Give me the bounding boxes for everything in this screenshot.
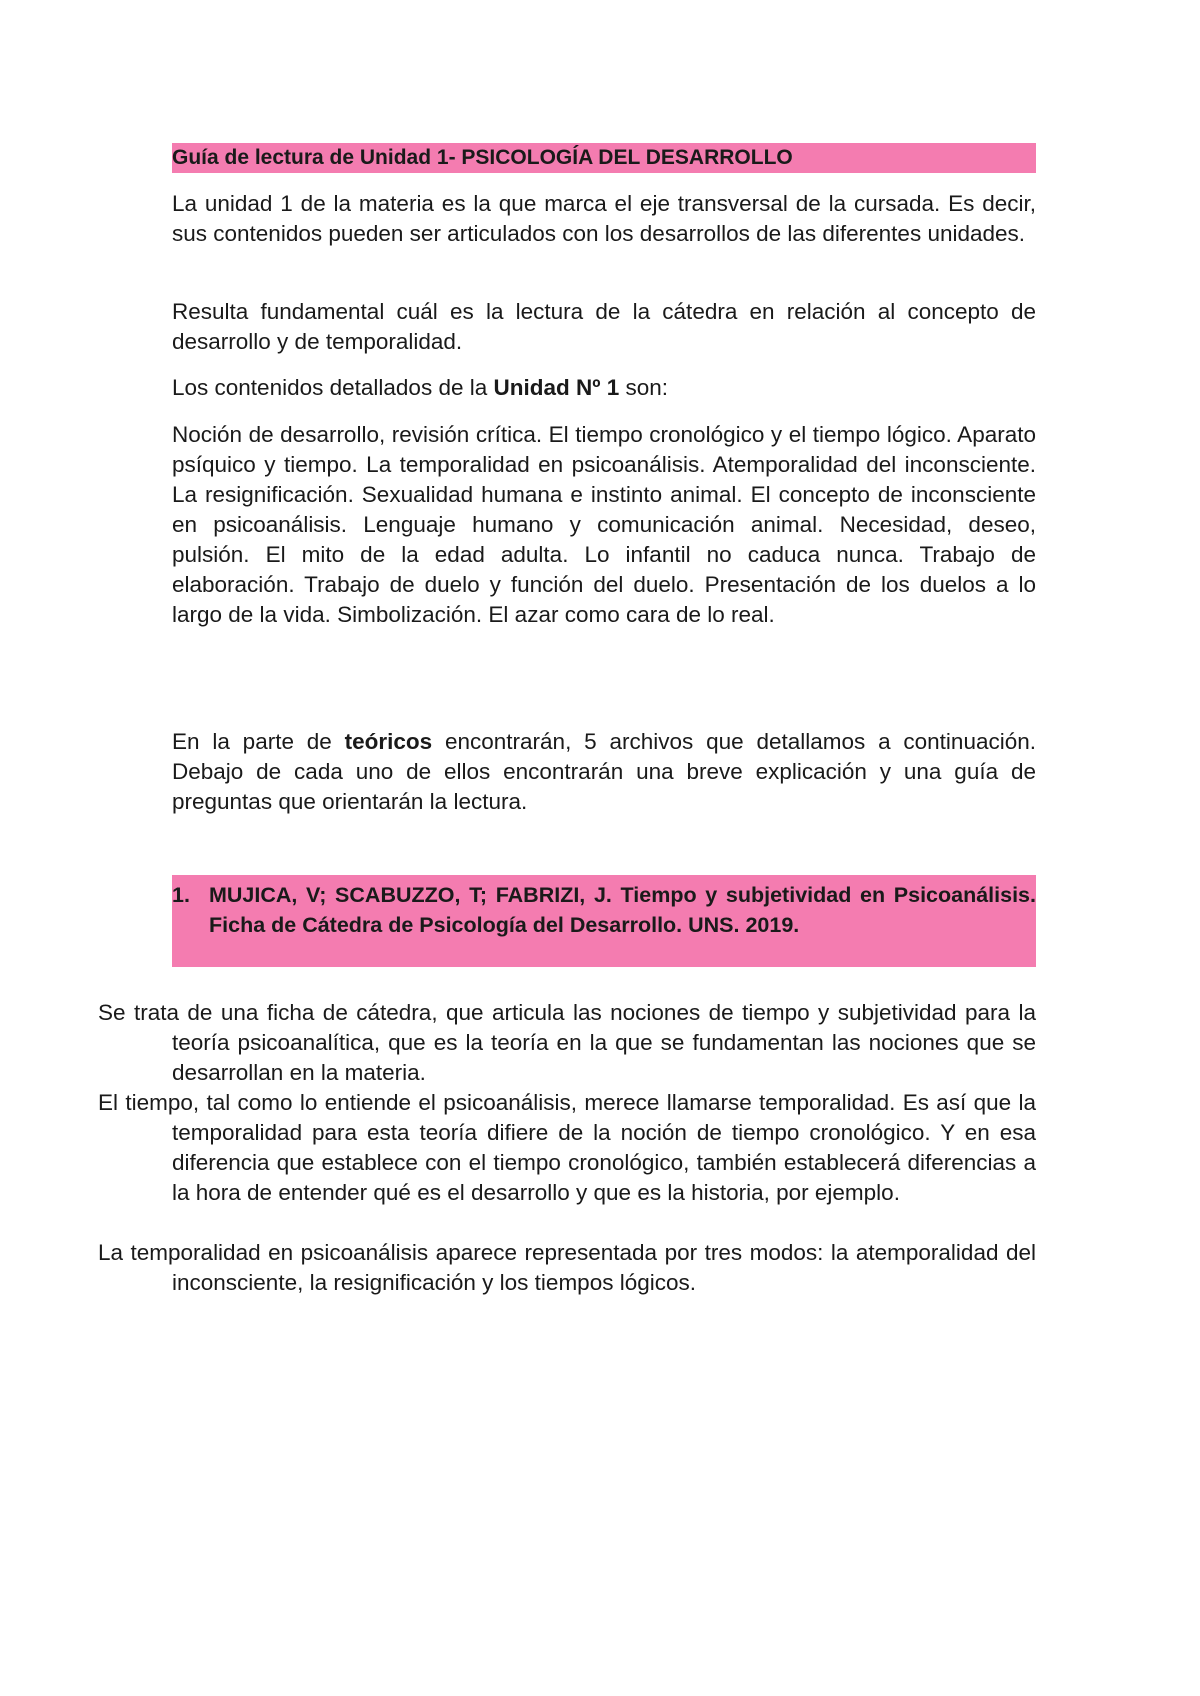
reference-citation: MUJICA, V; SCABUZZO, T; FABRIZI, J. Tiempo y subjetividad en Psicoanálisis. Ficha de Cátedra de Psicología del Desarrollo. UNS. 2019. xyxy=(209,883,1036,937)
contents-intro-paragraph xyxy=(172,373,1036,403)
explanation-paragraph-2: El tiempo, tal como lo entiende el psicoanálisis, merece llamarse temporalidad. Es así que la temporalidad para esta teoría difiere de la noción de tiempo cronológico. Y en esa diferencia que establece con el tiempo cronológico, también establecerá diferencias a la hora de entender qué es el desarrollo y que es la historia, por ejemplo. xyxy=(98,1090,1036,1205)
teoricos-paragraph xyxy=(172,727,1036,817)
teoricos-rest-text: encontrarán, 5 archivos que detallamos a continuación. Debajo de cada uno de ellos encontrarán una breve explicación y una guía de preguntas que orientarán la lectura. xyxy=(172,729,1037,814)
contents-intro-end: son: xyxy=(619,375,668,400)
teoricos-label: teóricos xyxy=(344,729,433,754)
teoricos-intro-text: En la parte de xyxy=(172,729,345,754)
explanation-paragraph-1: Se trata de una ficha de cátedra, que articula las nociones de tiempo y subjetividad para la teoría psicoanalítica, que es la teoría en la que se fundamentan las nociones que se desarrollan en la materia. xyxy=(98,1000,1036,1085)
contents-intro-text: Los contenidos detallados de la xyxy=(172,375,494,400)
reference-number: 1. xyxy=(172,883,190,907)
document-title: Guía de lectura de Unidad 1- PSICOLOGÍA DEL DESARROLLO xyxy=(172,146,793,169)
intro-paragraph: La unidad 1 de la materia es la que marca el eje transversal de la cursada. Es decir, sus contenidos pueden ser articulados con los desarrollos de las diferentes unidades. xyxy=(172,191,1036,246)
contents-list-paragraph: Noción de desarrollo, revisión crítica. El tiempo cronológico y el tiempo lógico. Aparato psíquico y tiempo. La temporalidad en psicoanálisis. Atemporalidad del inconsciente. La resignificación. Sexualidad humana e instinto animal. El concepto de inconsciente en psicoanálisis. Lenguaje humano y comunicación animal. Necesidad, deseo, pulsión. El mito de la edad adulta. Lo infantil no caduca nunca. Trabajo de elaboración. Trabajo de duelo y función del duelo. Presentación de los duelos a lo largo de la vida. Simbolización. El azar como cara de lo real. xyxy=(172,422,1036,627)
fundamental-paragraph: Resulta fundamental cuál es la lectura de la cátedra en relación al concepto de desarrollo y de temporalidad. xyxy=(172,299,1036,354)
unit-label: Unidad Nº 1 xyxy=(493,375,620,400)
explanation-paragraph-3: La temporalidad en psicoanálisis aparece representada por tres modos: la atemporalidad del inconsciente, la resignificación y los tiempos lógicos. xyxy=(98,1240,1036,1295)
